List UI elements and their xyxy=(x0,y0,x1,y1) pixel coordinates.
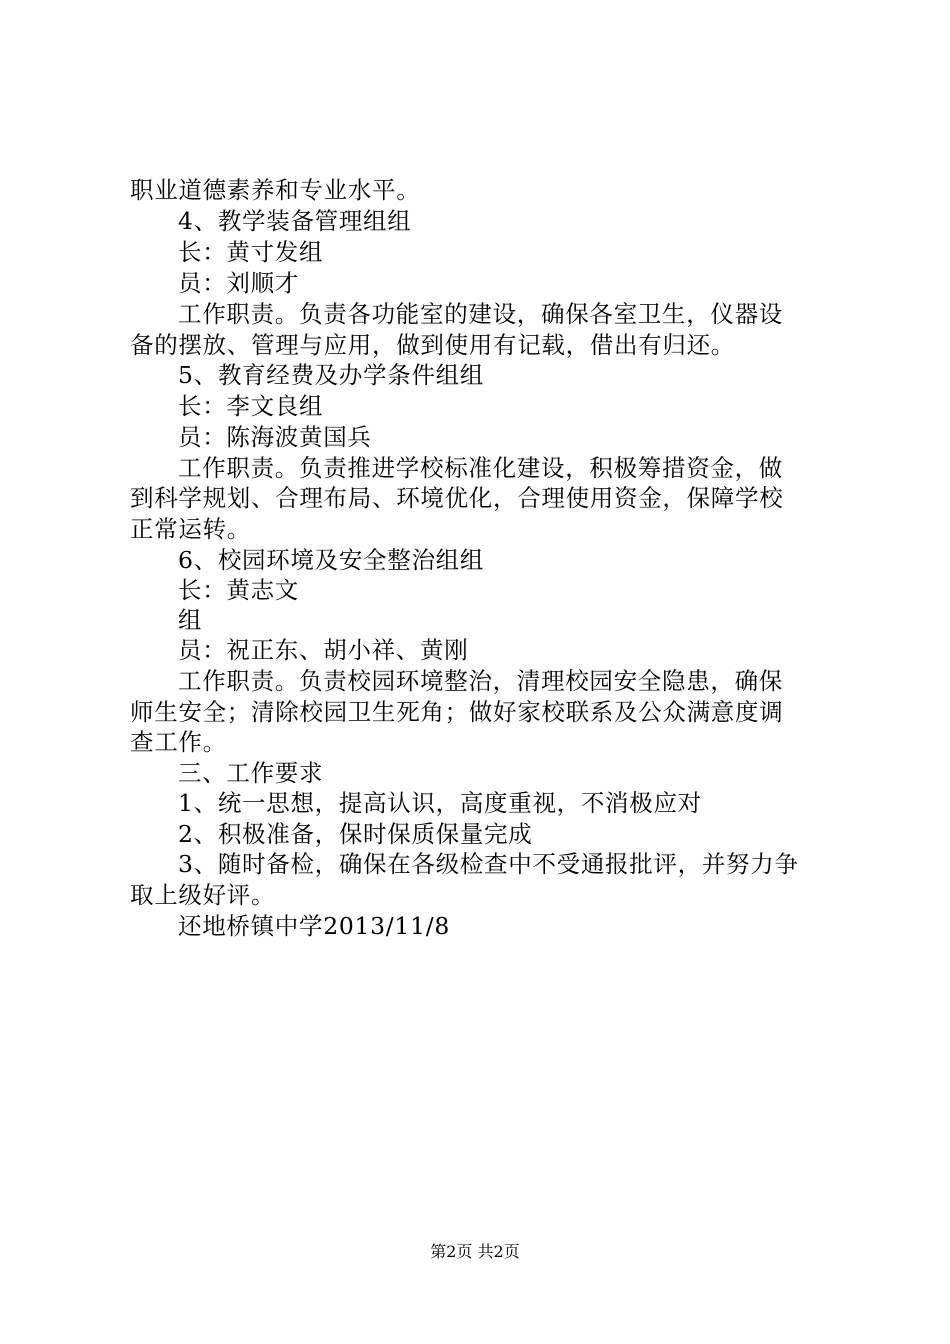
requirement-item-3-cont: 取上级好评。 xyxy=(130,881,276,909)
group-member-line: 员：陈海波黄国兵 xyxy=(178,423,372,451)
duty-paragraph-line: 正常运转。 xyxy=(130,515,251,543)
duty-paragraph-line: 查工作。 xyxy=(130,728,227,756)
body-text-line: 职业道德素养和专业水平。 xyxy=(130,176,421,204)
requirement-item-3: 3、随时备检，确保在各级检查中不受通报批评，并努力争 xyxy=(178,850,799,878)
duty-paragraph-line: 工作职责。负责校园环境整治，清理校园安全隐患，确保 xyxy=(178,667,783,695)
group-leader-line: 长：黄寸发组 xyxy=(178,238,324,266)
duty-paragraph-line: 备的摆放、管理与应用，做到使用有记载，借出有归还。 xyxy=(130,331,735,359)
duty-paragraph-line: 工作职责。负责各功能室的建设，确保各室卫生，仪器设 xyxy=(178,300,783,328)
section-heading-4: 4、教学装备管理组组 xyxy=(178,207,412,235)
duty-paragraph-line: 师生安全；清除校园卫生死角；做好家校联系及公众满意度调 xyxy=(130,698,784,726)
group-label-line: 组 xyxy=(178,606,203,634)
section-heading-6: 6、校园环境及安全整治组组 xyxy=(178,546,485,574)
group-leader-line: 长：黄志文 xyxy=(178,576,299,604)
requirement-item-2: 2、积极准备，保时保质保量完成 xyxy=(178,820,533,848)
signature-date-line: 还地桥镇中学2013/11/8 xyxy=(178,912,450,940)
section-heading-5: 5、教育经费及办学条件组组 xyxy=(178,361,485,389)
duty-paragraph-line: 到科学规划、合理布局、环境优化，合理使用资金，保障学校 xyxy=(130,484,784,512)
group-leader-line: 长：李文良组 xyxy=(178,392,324,420)
section-heading-requirements: 三、工作要求 xyxy=(178,759,324,787)
group-member-line: 员：刘顺才 xyxy=(178,269,299,297)
page-number-footer: 第2页 共2页 xyxy=(430,1242,520,1261)
group-member-line: 员：祝正东、胡小祥、黄刚 xyxy=(178,636,469,664)
requirement-item-1: 1、统一思想，提高认识，高度重视，不消极应对 xyxy=(178,789,702,817)
duty-paragraph-line: 工作职责。负责推进学校标准化建设，积极筹措资金，做 xyxy=(178,454,783,482)
